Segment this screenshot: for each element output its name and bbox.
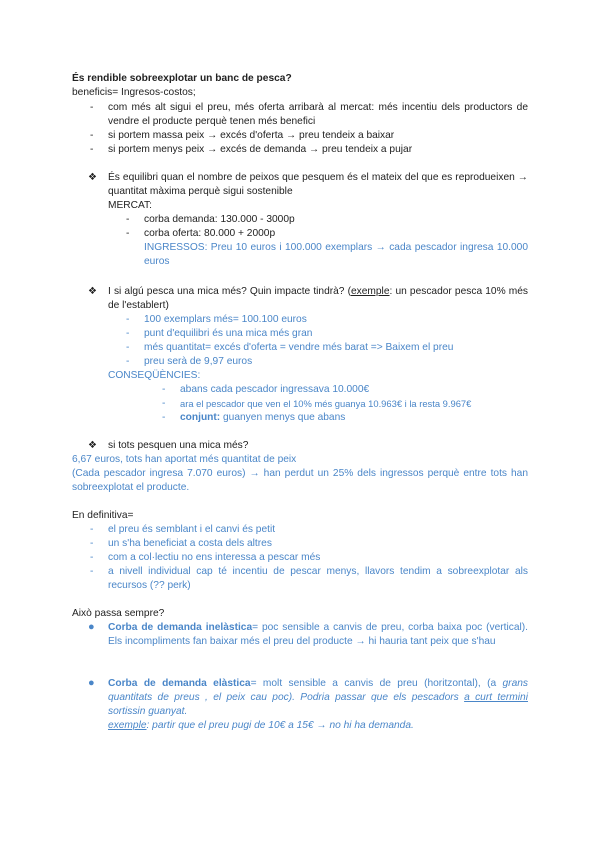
intro-line: beneficis= Ingresos-costos;	[72, 87, 196, 98]
inelastica-paragraph: ● Corba de demanda inelàstica= poc sensible a canvis de preu, corba baixa poc (vertical). Els incompliments fan baixar més el preu del producte → hi hauria tant peix que s'hau	[88, 621, 528, 647]
dash-marker: -	[90, 524, 94, 535]
dash-marker: -	[90, 102, 94, 113]
list-item: - preu serà de 9,97 euros	[126, 356, 253, 367]
list-item: - més quantitat= excés d'oferta = vendre més barat => Baixem el preu	[126, 342, 454, 353]
dash-marker: -	[90, 130, 94, 141]
list-item: - punt d'equilibri és una mica més gran	[126, 328, 313, 339]
curt-termini-link: a curt termini	[464, 691, 528, 703]
consequencies-label: CONSEQÜÈNCIES:	[108, 370, 201, 381]
conjunt-label: conjunt:	[180, 412, 221, 423]
diamond-bullet-icon: ❖	[88, 440, 97, 451]
exemple-link: exemple	[108, 720, 147, 731]
dash-marker: -	[162, 398, 166, 409]
dash-marker: -	[126, 314, 130, 325]
dash-marker: -	[126, 214, 130, 225]
list-item: - si portem menys peix → excés de demanda → preu tendeix a pujar	[90, 144, 413, 155]
list-item: - conjunt: guanyen menys que abans	[162, 412, 346, 423]
mercat-label: MERCAT:	[108, 200, 152, 211]
document-title: És rendible sobreexplotar un banc de pesca?	[72, 73, 292, 84]
elastica-paragraph: ● Corba de demanda elàstica= molt sensible a canvis de preu (horitzontal), (a grans quantitats de preus , el peix cau poc). Podria passar que els pescadors a curt termini sortissin guanyat.	[88, 677, 528, 717]
equilibrium-paragraph: ❖ És equilibri quan el nombre de peixos que pesquem és el mateix del que es reprodueixen → quantitat màxima perquè sigui sostenible	[88, 172, 528, 197]
elastica-example: exemple: partir que el preu pugi de 10€ a 15€ → no hi ha demanda.	[108, 720, 414, 731]
list-item: - a nivell individual cap té incentiu de pescar menys, llavors tendim a sobreexplotar als recursos (?? perk)	[90, 566, 528, 591]
dash-marker: -	[162, 412, 166, 423]
answer-line: 6,67 euros, tots han aportat més quantitat de peix	[72, 454, 297, 465]
dash-marker: -	[90, 566, 94, 577]
diamond-bullet-icon: ❖	[88, 286, 97, 297]
elastica-label: Corba de demanda elàstica	[108, 678, 251, 689]
dash-marker: -	[162, 384, 166, 395]
dash-marker: -	[126, 328, 130, 339]
round-bullet-icon: ●	[88, 621, 95, 633]
definitiva-label: En definitiva=	[72, 510, 134, 521]
list-item: - com més alt sigui el preu, més oferta arribarà al mercat: més incentiu dels productors de vendre el producte perquè tenen més benefici	[90, 102, 528, 127]
exemple-link: exemple	[350, 286, 390, 297]
list-item: - corba oferta: 80.000 + 2000p	[126, 228, 276, 239]
dash-marker: -	[126, 356, 130, 367]
list-item: - el preu és semblant i el canvi és petit	[90, 524, 276, 535]
dash-marker: -	[90, 144, 94, 155]
answer-paragraph: (Cada pescador ingresa 7.070 euros) → han perdut un 25% dels ingressos perquè entre tots han sobreexplotat el producte.	[72, 468, 528, 493]
round-bullet-icon: ●	[88, 677, 95, 689]
sempre-label: Això passa sempre?	[72, 608, 165, 619]
list-item: - abans cada pescador ingressava 10.000€	[162, 384, 370, 395]
ingressos-note: INGRESSOS: Preu 10 euros i 100.000 exemplars → cada pescador ingresa 10.000 euros	[144, 242, 528, 267]
dash-marker: -	[90, 538, 94, 549]
dash-marker: -	[90, 552, 94, 563]
list-item: - un s'ha beneficiat a costa dels altres	[90, 538, 272, 549]
diamond-bullet-icon: ❖	[88, 172, 97, 183]
list-item: - 100 exemplars més= 100.100 euros	[126, 314, 307, 325]
question-paragraph: ❖ si tots pesquen una mica més?	[88, 440, 249, 451]
list-item: - corba demanda: 130.000 - 3000p	[126, 214, 295, 225]
dash-marker: -	[126, 228, 130, 239]
dash-marker: -	[126, 342, 130, 353]
list-item: - ara el pescador que ven el 10% més guanya 10.963€ i la resta 9.967€	[162, 398, 472, 409]
list-item: - si portem massa peix → excés d'oferta → preu tendeix a baixar	[90, 130, 395, 141]
inelastica-label: Corba de demanda inelàstica	[108, 622, 253, 633]
question-paragraph: ❖ I si algú pesca una mica més? Quin impacte tindrà? (exemple: un pescador pesca 10% més de l'establert)	[88, 286, 528, 311]
list-item: - com a col·lectiu no ens interessa a pescar més	[90, 552, 321, 563]
